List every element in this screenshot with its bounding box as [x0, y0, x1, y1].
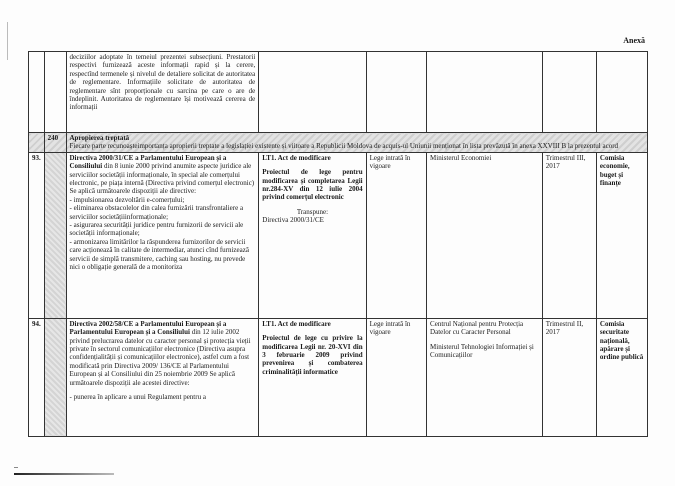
act-cell [259, 152, 366, 318]
act-label: LT1. Act de modificare [262, 319, 331, 328]
section-header-row [29, 133, 648, 153]
provision-item: - punerea în aplicare a unui Regulament pentru a [69, 393, 206, 402]
directive-cell [66, 152, 259, 318]
act-label: LT1. Act de modificare [262, 153, 331, 162]
footnote-separator [14, 473, 114, 475]
committee-cell: Comisia economie, buget și finanțe [596, 152, 647, 318]
institution-cell [427, 152, 543, 318]
directive-cell [66, 318, 259, 436]
cell-empty [29, 133, 45, 153]
cell-institution [427, 52, 543, 133]
continuation-text: deciziilor adoptate în temeiul prezentei subsecțiuni. Prestatorii respectivi furnizează aceste informații rapid și la cerere, respectînd termenele și nivelul de detaliere solicitat de autoritatea de reglementare. Informațiile solicitate de autoritatea de reglementare sînt proporționale cu sarcina pe care o are de îndeplinit. Autoritatea de reglementare își motivează cererea de informații [69, 53, 256, 112]
scan-margin-mark [7, 22, 8, 60]
table-row [29, 152, 648, 318]
cell-committee [596, 52, 647, 133]
directive-title: Directiva 2000/31/CE a Parlamentului European și a Consiliului [69, 153, 227, 171]
row-number: 94. [29, 318, 45, 436]
institution: Ministerul Tehnologiei Informației și Comunicațiilor [430, 342, 534, 360]
cell-act [259, 52, 366, 133]
section-content [66, 133, 648, 153]
directive-body: din 12 iulie 2002 privind prelucrarea datelor cu caracter personal și protecția vieții private în sectorul comunicațiilor electronice (Directiva asupra confidențialității și comunicațiilor electronice), astfel cum a fost modificată prin Directiva 2009/ 136/CE al Parlamentului European și al Consiliului din 25 noiembrie 2009 Se aplică următoarele dispoziții ale acestei directive: [69, 328, 251, 387]
status-cell: Lege intrată în vigoare [366, 152, 426, 318]
institution-cell [427, 318, 543, 436]
cell-shaded [44, 318, 66, 436]
section-text: Fiecare parte recunoașteimportanța apropierii treptate a legislației existente și viitoare a Republicii Moldova de acquis-ul Uniunii menționat în lista prevăzută în anexa XXVIII B la prezentul acord [69, 142, 619, 151]
deadline-cell: Trimestrul III, 2017 [542, 152, 596, 318]
directive-body: din 8 iunie 2000 privind anumite aspecte juridice ale serviciilor societății informaționale, în special ale comerțului electronic, pe piața internă (Directiva privind comerțul electronic) [69, 162, 255, 188]
annex-label: Anexă [623, 36, 645, 45]
cell-shaded [44, 152, 66, 318]
provision-item: - eliminarea obstacolelor din calea furnizării transfrontaliere a serviciilor societățiiinformaționale; [69, 204, 244, 221]
deadline-cell: Trimestrul II, 2017 [542, 318, 596, 436]
cell-description [66, 52, 259, 133]
continuation-row [29, 52, 648, 133]
footnote-dash [14, 467, 18, 468]
act-cell [259, 318, 366, 436]
committee-cell: Comisia securitate națională, apărare și ordine publică [596, 318, 647, 436]
cell-status [366, 52, 426, 133]
section-title: Apropierea treptată [69, 134, 130, 142]
row-number: 93. [29, 152, 45, 318]
section-number: 240 [44, 133, 66, 153]
directive-title: Directiva 2002/58/CE a Parlamentului European și a Parlamentului European și a Consiliului [69, 319, 227, 337]
provision-item: - impulsionarea dezvoltării e-comerțului; [69, 195, 185, 204]
cell-number [29, 52, 45, 133]
provision-item: - asigurarea securității juridice pentru furnizorii de servicii ale societății informaționale; [69, 221, 244, 238]
cell-deadline [542, 52, 596, 133]
provisions-intro: Se aplică următoarele dispoziții ale directive: [69, 187, 197, 196]
institution: Centrul Național pentru Protecția Datelor cu Caracter Personal [430, 319, 524, 337]
table-row [29, 318, 648, 436]
act-title: Proiectul de lege pentru modificarea și completarea Legii nr.284-XV din 12 iulie 2004 privind comerțul electronic [262, 168, 363, 202]
transpose-label: Transpune: [296, 207, 329, 216]
transpose-value: Directiva 2000/31/CE [262, 216, 324, 225]
transposition-table [28, 51, 648, 437]
provision-item: - armonizarea limitărilor la răspunderea furnizorilor de servicii care acționează în calitate de intermediar, atunci cînd furnizează servicii de simplă transmitere, caching sau hosting, nu prevede nici o obligație generală de a monitoriza [69, 237, 249, 272]
act-title: Proiectul de lege cu privire la modificarea Legii nr. 20-XVI din 3 februarie 2009 privind prevenirea și combaterea criminalității informatice [262, 334, 363, 376]
cell-article [44, 52, 66, 133]
status-cell: Lege intrată în vigoare [366, 318, 426, 436]
institution: Ministerul Economiei [430, 153, 492, 162]
